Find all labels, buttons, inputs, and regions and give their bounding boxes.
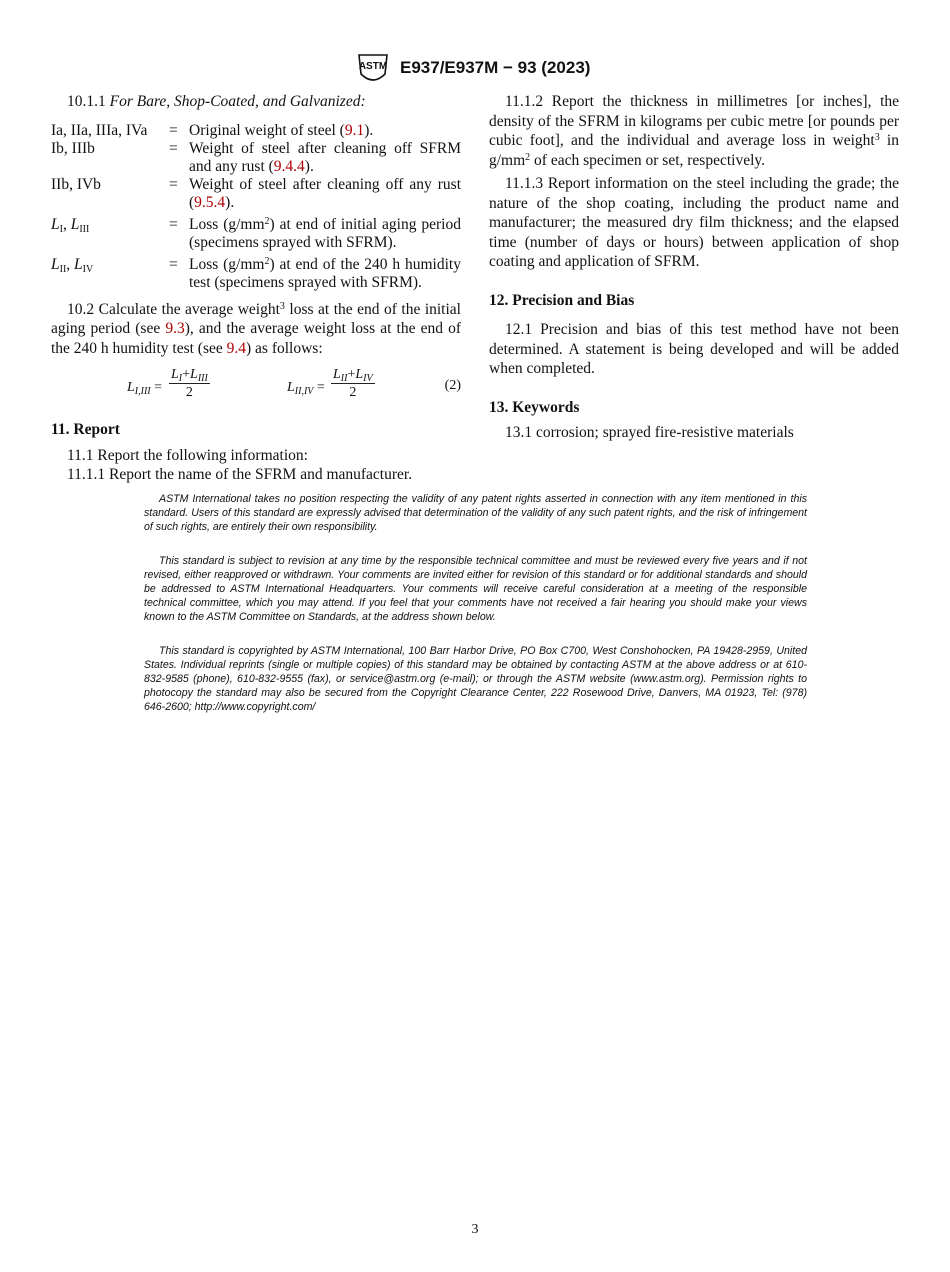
section-11-1-2: 11.1.2 Report the thickness in millimetres [or inches], the density of the SFRM in kilograms per cubic metre [or pounds per cubic foot], and the individual and average loss in weight$^3$ in $g/mm^2$ of each specimen or set, respectively.	[489, 93, 899, 169]
section-11-heading: 11. Report	[51, 421, 120, 438]
definition-symbol: Ia, IIa, IIIa, IVa	[51, 121, 148, 139]
definition-row	[51, 252, 461, 292]
section-10-2: 10.2 Calculate the average weight$^3$ loss at the end of the initial aging period (see 9.3), and the average weight loss at the end of the 240 h humidity test (see 9.4) as follows:	[51, 300, 461, 357]
equals-sign: =	[169, 139, 178, 157]
section-11-1: 11.1 Report the following information:	[67, 446, 308, 464]
definition-row	[51, 122, 461, 140]
definitions-table	[51, 122, 461, 292]
definition-row	[51, 212, 461, 252]
astm-logo-icon	[355, 52, 391, 86]
definition-text: Loss $(g/mm^2)$ at end of initial aging period (specimens sprayed with SFRM).	[189, 215, 461, 251]
section-number: 10.1.1	[67, 93, 106, 110]
definition-symbol: IIb, IVb	[51, 175, 101, 193]
section-12-1: 12.1 Precision and bias of this test method have not been determined. A statement is being developed and will be added when completed.	[489, 321, 899, 377]
page-header	[0, 52, 950, 86]
section-13-heading: 13. Keywords	[489, 398, 580, 416]
section-10-1-1	[51, 92, 461, 112]
definition-text: Weight of steel after cleaning off any rust (9.5.4).	[189, 175, 461, 211]
equals-sign: =	[169, 215, 178, 233]
reference-link[interactable]: 9.5.4	[194, 193, 226, 211]
equals-sign: =	[169, 121, 178, 139]
section-title: For Bare, Shop-Coated, and Galvanized:	[109, 93, 366, 110]
equals-sign: =	[169, 175, 178, 193]
logo-text: ASTM	[358, 61, 388, 72]
copyright-notice: This standard is copyrighted by ASTM International, 100 Barr Harbor Drive, PO Box C700, West Conshohocken, PA 19428-2959, United States. Individual reprints (single or multiple copies) of this standard may be obtained by contacting ASTM at the above address or at 610-832-9585 (phone), 610-832-9555 (fax), or service@astm.org (e-mail); or through the ASTM website (www.astm.org). Permission rights to photocopy the standard may also be secured from the Copyright Clearance Center, 222 Rosewood Drive, Danvers, MA 01923, Tel: (978) 646-2600; http://www.copyright.com/	[144, 645, 807, 713]
reference-link[interactable]: 9.1	[344, 121, 365, 139]
definition-symbol: Ib, IIIb	[51, 139, 95, 157]
left-column	[51, 92, 461, 485]
formula-lhs-2: $L_{II,IV}$ =	[287, 380, 325, 397]
reference-link[interactable]: 9.3	[165, 320, 185, 337]
standard-designation: E937/E937M − 93 (2023)	[400, 58, 591, 77]
definition-symbol: $L_I$, $L_{III}$	[51, 215, 90, 235]
formula-lhs-1: $L_{I,III}$ =	[127, 380, 163, 397]
formula-fraction-2: $L_{II}+L_{IV}$ 2	[333, 367, 373, 400]
definition-text: Loss $(g/mm^2)$ at end of the 240 h humidity test (specimens sprayed with SFRM).	[189, 255, 461, 291]
section-12-heading: 12. Precision and Bias	[489, 291, 635, 309]
definition-text: Original weight of steel (9.1).	[189, 121, 374, 139]
definition-symbol: $L_{II}$, $L_{IV}$	[51, 255, 94, 275]
equation-2	[51, 366, 461, 410]
reference-link[interactable]: 9.4	[226, 339, 247, 357]
section-13-1: 13.1 corrosion; sprayed fire-resistive materials	[505, 424, 794, 441]
section-11-1-1: 11.1.1 Report the name of the SFRM and manufacturer.	[67, 466, 413, 483]
patent-notice: ASTM International takes no position respecting the validity of any patent rights asserted in connection with any item mentioned in this standard. Users of this standard are expressly advised that determination of the validity of any such patent rights, and the risk of infringement of such rights, are entirely their own responsibility.	[144, 493, 807, 533]
equals-sign: =	[169, 255, 178, 273]
definition-text: Weight of steel after cleaning off SFRM and any rust (9.4.4).	[189, 139, 461, 175]
definition-row	[51, 176, 461, 212]
astm-notices	[144, 492, 807, 734]
definition-row	[51, 140, 461, 176]
formula-fraction-1: $L_I+L_{III}$ 2	[171, 367, 208, 400]
equation-number: (2)	[444, 378, 461, 393]
reference-link[interactable]: 9.4.4	[273, 157, 305, 175]
revision-notice: This standard is subject to revision at any time by the responsible technical committee and must be reviewed every five years and if not revised, either reapproved or withdrawn. Your comments are invited either for revision of this standard or for additional standards and should be addressed to ASTM International Headquarters. Your comments will receive careful consideration at a meeting of the responsible technical committee, which you may attend. If you feel that your comments have not received a fair hearing you should make your views known to the ASTM Committee on Standards, at the address shown below.	[144, 555, 807, 623]
page-number: 3	[471, 1222, 479, 1237]
section-11-1-3: 11.1.3 Report information on the steel including the grade; the nature of the shop coating, including the product name and manufacturer; the measured dry film thickness; and the elapsed time (number of days or hours) between application of shop coating and application of SFRM.	[489, 175, 899, 270]
right-column	[489, 92, 899, 443]
